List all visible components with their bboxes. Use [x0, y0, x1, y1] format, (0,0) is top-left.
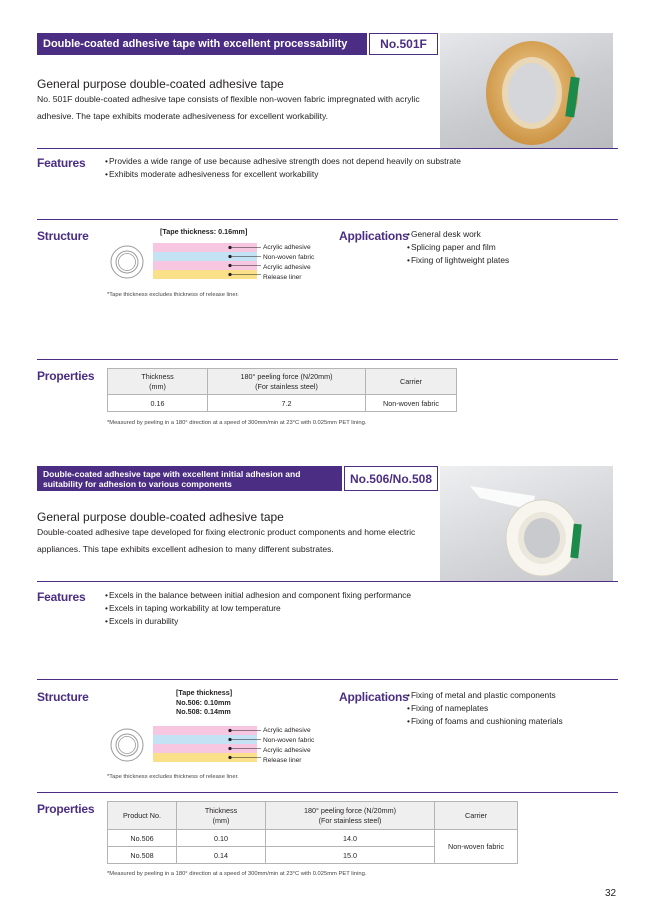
- section1-subtitle: General purpose double-coated adhesive tape: [37, 77, 284, 91]
- table-cell: No.508: [108, 847, 177, 864]
- table-header: Product No.: [108, 802, 177, 830]
- section1-thickness-label: [Tape thickness: 0.16mm]: [160, 227, 248, 236]
- application-item: • Fixing of nameplates: [407, 702, 563, 715]
- application-item: • Splicing paper and film: [407, 241, 509, 254]
- section2-description: Double-coated adhesive tape developed for fixing electronic product components and home electric appliances. This tape exhibits excellent adhesion to many different substrates.: [37, 527, 416, 554]
- section2-thickness-label: [176, 688, 232, 717]
- section2-applications-heading: Applications: [339, 690, 409, 704]
- section2-layer-labels: [263, 726, 314, 766]
- divider: [37, 359, 618, 360]
- layer-label: Acrylic adhesive: [263, 747, 311, 754]
- layer-label: Non-woven fabric: [263, 254, 315, 261]
- layer-label: Release liner: [263, 274, 302, 281]
- section2-properties-heading: Properties: [37, 802, 95, 816]
- layer-label: Release liner: [263, 757, 302, 764]
- table-cell: Non-woven fabric: [366, 395, 457, 412]
- table-cell: 0.10: [177, 830, 266, 847]
- divider: [37, 679, 618, 680]
- page-number: 32: [605, 888, 617, 899]
- section1-description: No. 501F double-coated adhesive tape consists of flexible non-woven fabric impregnated with acrylic adhesive. The tape exhibits moderate adhesiveness for excellent workability.: [37, 94, 420, 121]
- section1-header-bar: [37, 33, 367, 55]
- section1-structure-note: *Tape thickness excludes thickness of release liner.: [107, 292, 239, 298]
- table-header: Thickness (mm): [177, 802, 266, 830]
- table-row: [108, 830, 518, 847]
- section1-features-list: [105, 155, 461, 181]
- section1-applications-heading: Applications: [339, 229, 409, 243]
- table-cell: 7.2: [208, 395, 366, 412]
- feature-item: • Excels in the balance between initial adhesion and component fixing performance: [105, 589, 411, 602]
- divider: [37, 219, 618, 220]
- layer-label: Acrylic adhesive: [263, 264, 311, 271]
- section2-applications-list: [407, 689, 563, 728]
- section2-header-title-line2: suitability for adhesion to various components: [43, 478, 232, 489]
- thickness-line: [Tape thickness]: [176, 688, 233, 697]
- thickness-line: No.506: 0.10mm: [176, 697, 231, 707]
- feature-item: • Provides a wide range of use because adhesive strength does not depend heavily on substrate: [105, 155, 461, 168]
- table-header: Thickness (mm): [108, 369, 208, 395]
- table-header: 180° peeling force (N/20mm) (For stainless steel): [266, 802, 435, 830]
- section2-subtitle: General purpose double-coated adhesive tape: [37, 510, 284, 524]
- divider: [37, 792, 618, 793]
- divider: [37, 148, 618, 149]
- section1-product-photo: [440, 33, 613, 148]
- table-cell: 14.0: [266, 830, 435, 847]
- thickness-line: No.508: 0.14mm: [176, 707, 231, 716]
- section2-header-bar: [37, 466, 342, 491]
- feature-item: • Exhibits moderate adhesiveness for excellent workability: [105, 168, 461, 181]
- layer-label: Non-woven fabric: [263, 737, 315, 744]
- application-item: • Fixing of foams and cushioning materials: [407, 715, 563, 728]
- table-cell: Non-woven fabric: [435, 830, 518, 864]
- section2-properties-table: [107, 801, 518, 864]
- table-header: Carrier: [435, 802, 518, 830]
- table-cell: 0.14: [177, 847, 266, 864]
- section2-structure-heading: Structure: [37, 690, 89, 704]
- section1-properties-heading: Properties: [37, 369, 95, 383]
- section1-features-heading: Features: [37, 156, 86, 170]
- feature-item: • Excels in durability: [105, 615, 411, 628]
- section1-applications-list: [407, 228, 509, 267]
- feature-item: • Excels in taping workability at low temperature: [105, 602, 411, 615]
- section1-properties-table: [107, 368, 457, 412]
- section1-header-title: Double-coated adhesive tape with excellent processability: [43, 38, 348, 50]
- application-item: • Fixing of metal and plastic components: [407, 689, 563, 702]
- section2-features-list: [105, 589, 411, 628]
- table-cell: 15.0: [266, 847, 435, 864]
- section1-structure-heading: Structure: [37, 229, 89, 243]
- tape-roll-image: [440, 33, 613, 148]
- section1-product-no-text: No.501F: [380, 37, 427, 51]
- section1-layer-labels: [263, 243, 314, 283]
- section2-structure-note: *Tape thickness excludes thickness of release liner.: [107, 774, 239, 780]
- section2-product-photo: [440, 466, 613, 581]
- section1-product-no: [369, 33, 438, 55]
- divider: [37, 581, 618, 582]
- table-header: 180° peeling force (N/20mm) (For stainless steel): [208, 369, 366, 395]
- section1-table-note: *Measured by peeling in a 180° direction at a speed of 300mm/min at 23°C with 0.025mm PET lining.: [107, 420, 367, 426]
- layer-label: Acrylic adhesive: [263, 244, 311, 251]
- section2-product-no-text: No.506/No.508: [349, 471, 433, 486]
- table-cell: 0.16: [108, 395, 208, 412]
- section2-features-heading: Features: [37, 590, 86, 604]
- layer-label: Acrylic adhesive: [263, 727, 311, 734]
- table-cell: No.506: [108, 830, 177, 847]
- application-item: • General desk work: [407, 228, 509, 241]
- section2-table-note: *Measured by peeling in a 180° direction at a speed of 300mm/min at 23°C with 0.025mm PET lining.: [107, 871, 367, 877]
- section2-product-no: [344, 466, 438, 491]
- tape-roll-image: [440, 466, 613, 581]
- table-row: [108, 395, 457, 412]
- section2-header-title-line1: Double-coated adhesive tape with excellent initial adhesion and: [43, 468, 301, 479]
- application-item: • Fixing of lightweight plates: [407, 254, 509, 267]
- table-header: Carrier: [366, 369, 457, 395]
